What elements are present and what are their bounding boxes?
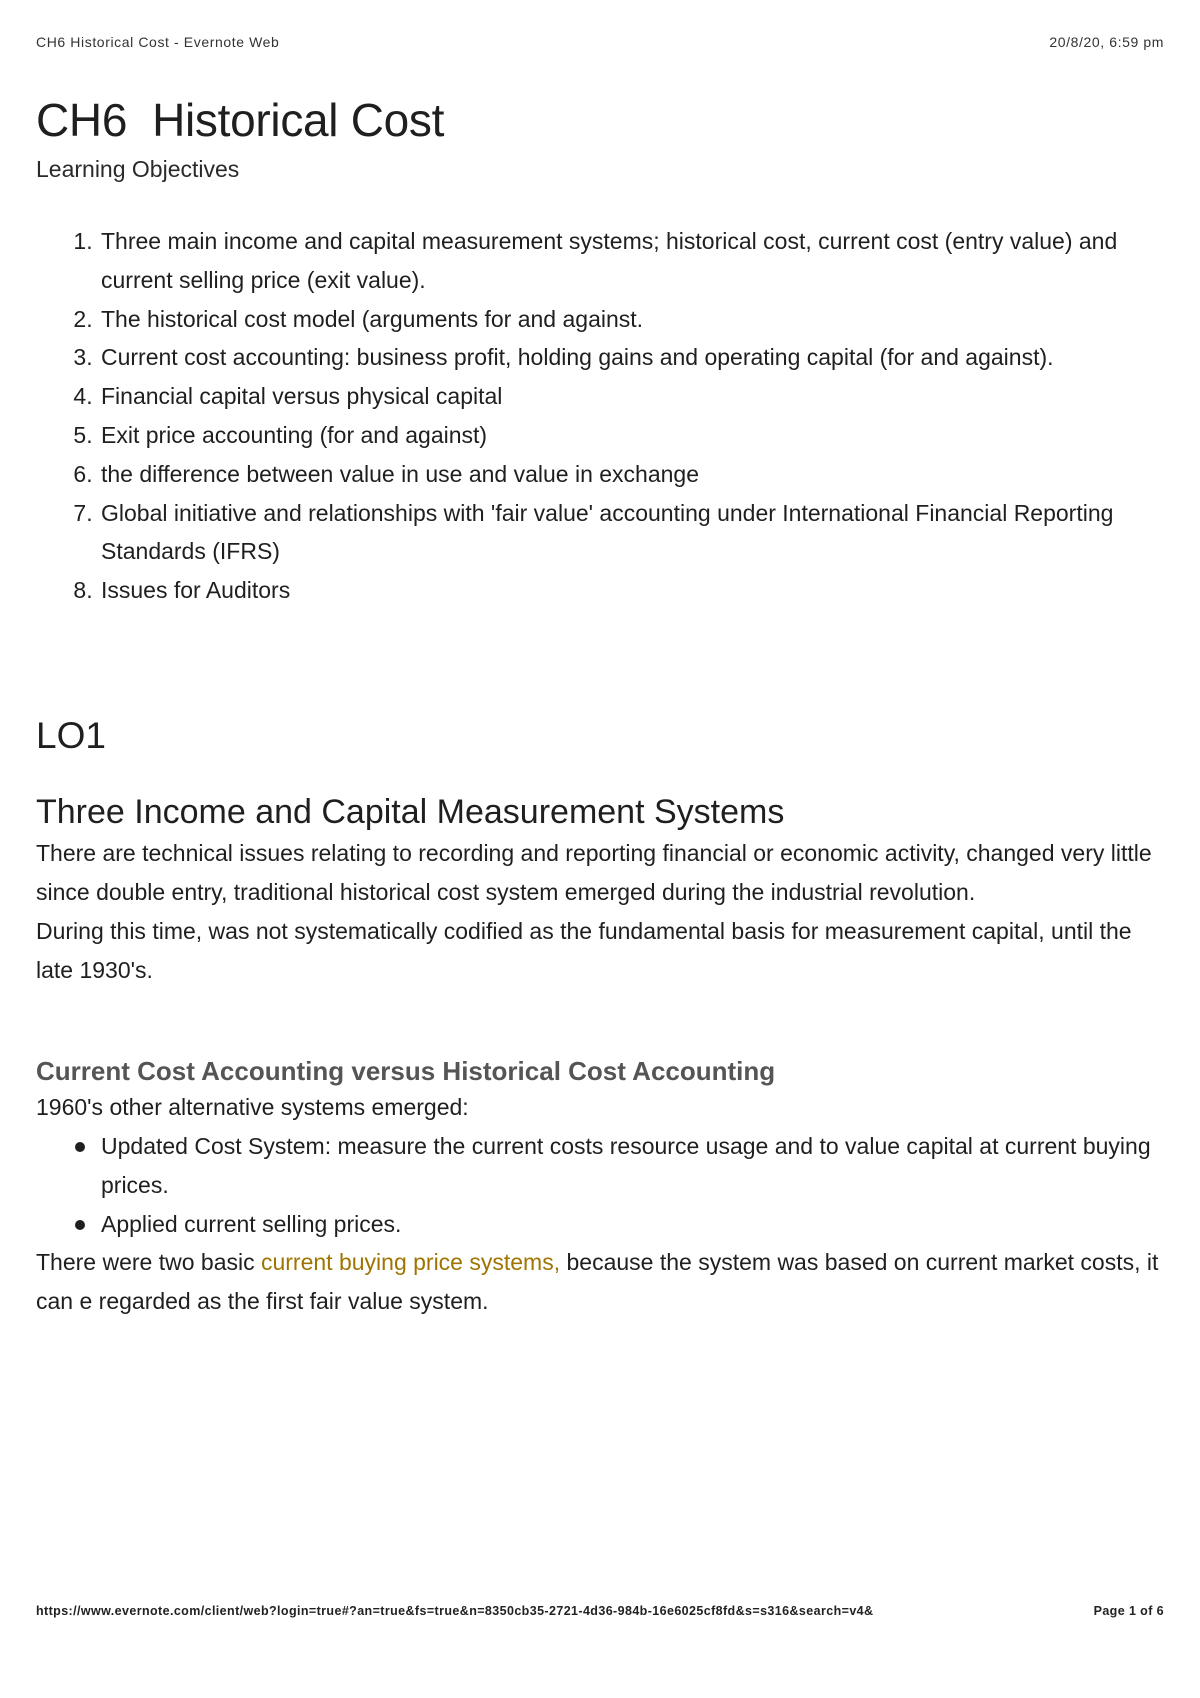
objectives-list <box>36 222 1164 610</box>
list-item: 5. Exit price accounting (for and against) <box>99 416 1164 455</box>
page-title: CH6 Historical Cost - Evernote Web <box>36 34 280 50</box>
print-header <box>36 34 1164 54</box>
current-buying-price-link[interactable]: current buying price systems, <box>260 1249 561 1276</box>
paragraph-alternatives: 1960's other alternative systems emerged: <box>36 1093 469 1120</box>
list-item <box>99 1205 1164 1244</box>
sub-heading: Current Cost Accounting versus Historical Cost Accounting <box>36 1055 776 1086</box>
paragraph-text-after: because the system was based on current market costs, it can e regarded as the first fair value system. <box>36 1249 1159 1315</box>
systems-list <box>36 1127 1164 1243</box>
paragraph-technical-issues: There are technical issues relating to recording and reporting financial or economic activity, changed very little since double entry, traditional historical cost system emerged during the industrial revolution. <box>36 839 1152 905</box>
list-item: 4. Financial capital versus physical capital <box>99 377 1164 416</box>
page-number: Page 1 of 6 <box>1093 1604 1164 1618</box>
page-url: https://www.evernote.com/client/web?login=true#?an=true&fs=true&n=8350cb35-2721-4d36-984b-16e6025cf8fd&s=s316&search=v4& <box>36 1604 874 1618</box>
list-item: 2. The historical cost model (arguments for and against. <box>99 300 1164 339</box>
paragraph-codified: During this time, was not systematically codified as the fundamental basis for measurement capital, until the late 1930's. <box>36 917 1132 983</box>
note-title: CH6 Historical Cost <box>36 94 445 146</box>
print-footer <box>36 1604 1164 1624</box>
list-item: 6. the difference between value in use and value in exchange <box>99 455 1164 494</box>
print-datetime: 20/8/20, 6:59 pm <box>1049 34 1164 50</box>
list-item: 1. Three main income and capital measurement systems; historical cost, current cost (entry value) and current selling price (exit value). <box>99 222 1164 300</box>
section-heading: Three Income and Capital Measurement Systems <box>36 792 785 831</box>
bullet-icon <box>75 1142 85 1152</box>
list-item <box>99 1127 1164 1205</box>
lo-heading: LO1 <box>36 714 106 756</box>
list-item: 3. Current cost accounting: business profit, holding gains and operating capital (for and against). <box>99 338 1164 377</box>
paragraph-text-before: There were two basic <box>36 1249 261 1276</box>
list-item: 7. Global initiative and relationships with 'fair value' accounting under International Financial Reporting Standards (IFRS) <box>99 494 1164 572</box>
note-content <box>36 92 1164 1321</box>
list-item: 8. Issues for Auditors <box>99 571 1164 610</box>
note-subtitle: Learning Objectives <box>36 156 240 182</box>
bullet-icon <box>75 1220 85 1230</box>
list-item-text: Applied current selling prices. <box>101 1210 402 1237</box>
list-item-text: Updated Cost System: measure the current costs resource usage and to value capital at current buying prices. <box>101 1132 1151 1198</box>
paragraph-buying-price <box>36 1243 1164 1321</box>
